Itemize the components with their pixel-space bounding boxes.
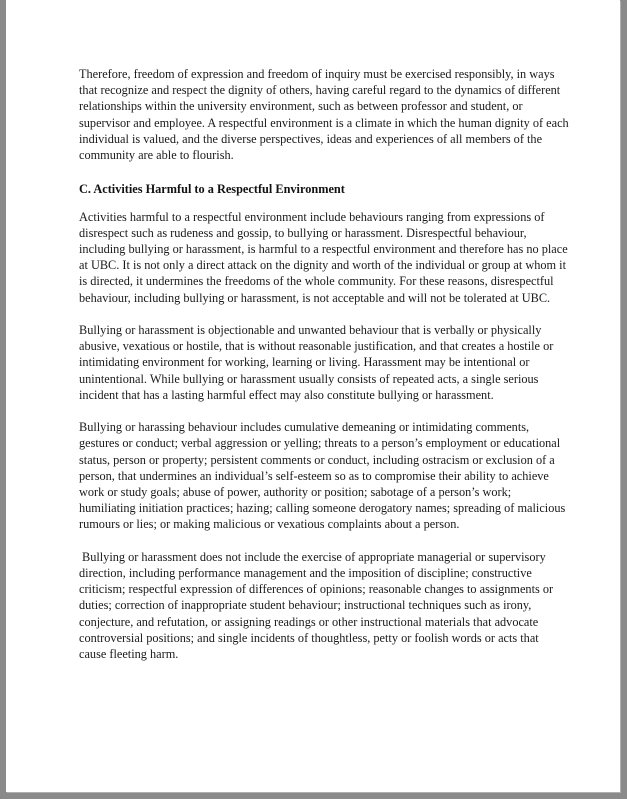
document-body [79, 66, 569, 678]
paragraph-harmful-activities: Activities harmful to a respectful environment include behaviours ranging from expressions of disrespect such as rudeness and gossip, to bullying or harassment. Disrespectful behaviour, including bullying or harassment, is harmful to a respectful environment and therefore has no place at UBC. It is not only a direct attack on the dignity and worth of the individual or group at whom it is directed, it undermines the freedoms of the whole community. For these reasons, disrespectful behaviour, including bullying or harassment, is not acceptable and will not be tolerated at UBC. [79, 209, 568, 305]
document-page [6, 0, 620, 792]
paragraph-bullying-exclusions: Bullying or harassment does not include the exercise of appropriate managerial or supervisory direction, including performance management and the imposition of discipline; constructive criticism; respectful expression of differences of opinions; reasonable changes to assignments or duties; correction of inappropriate student behaviour; instructional techniques such as irony, conjecture, and refutation, or assigning readings or other instructional materials that advocate controversial positions; and single incidents of thoughtless, petty or foolish words or acts that cause fleeting harm. [79, 549, 554, 662]
section-heading: C. Activities Harmful to a Respectful Environment [79, 182, 345, 197]
paragraph-bullying-definition: Bullying or harassment is objectionable and unwanted behaviour that is verbally or physically abusive, vexatious or hostile, that is without reasonable justification, and that creates a hostile or intimidating environment for working, learning or living. Harassment may be intentional or unintentional. While bullying or harassment usually consists of repeated acts, a single serious incident that has a lasting harmful effect may also constitute bullying or harassment. [79, 323, 554, 402]
paragraph-intro: Therefore, freedom of expression and freedom of inquiry must be exercised responsibly, in ways that recognize and respect the dignity of others, having careful regard to the dynamics of different relationships within the university environment, such as between professor and student, or supervisor and employee. A respectful environment is a climate in which the human dignity of each individual is valued, and the diverse perspectives, ideas and experiences of all members of the community are able to flourish. [79, 67, 569, 163]
paragraph-bullying-examples: Bullying or harassing behaviour includes cumulative demeaning or intimidating comments, gestures or conduct; verbal aggression or yelling; threats to a person’s employment or educational status, person or property; persistent comments or conduct, including ostracism or exclusion of a person, that undermines an individual’s self-esteem so as to compromise their ability to achieve work or study goals; abuse of power, authority or position; sabotage of a person’s work; humiliating initiation practices; hazing; calling someone derogatory names; spreading of malicious rumours or lies; or making malicious or vexatious complaints about a person. [79, 420, 566, 532]
